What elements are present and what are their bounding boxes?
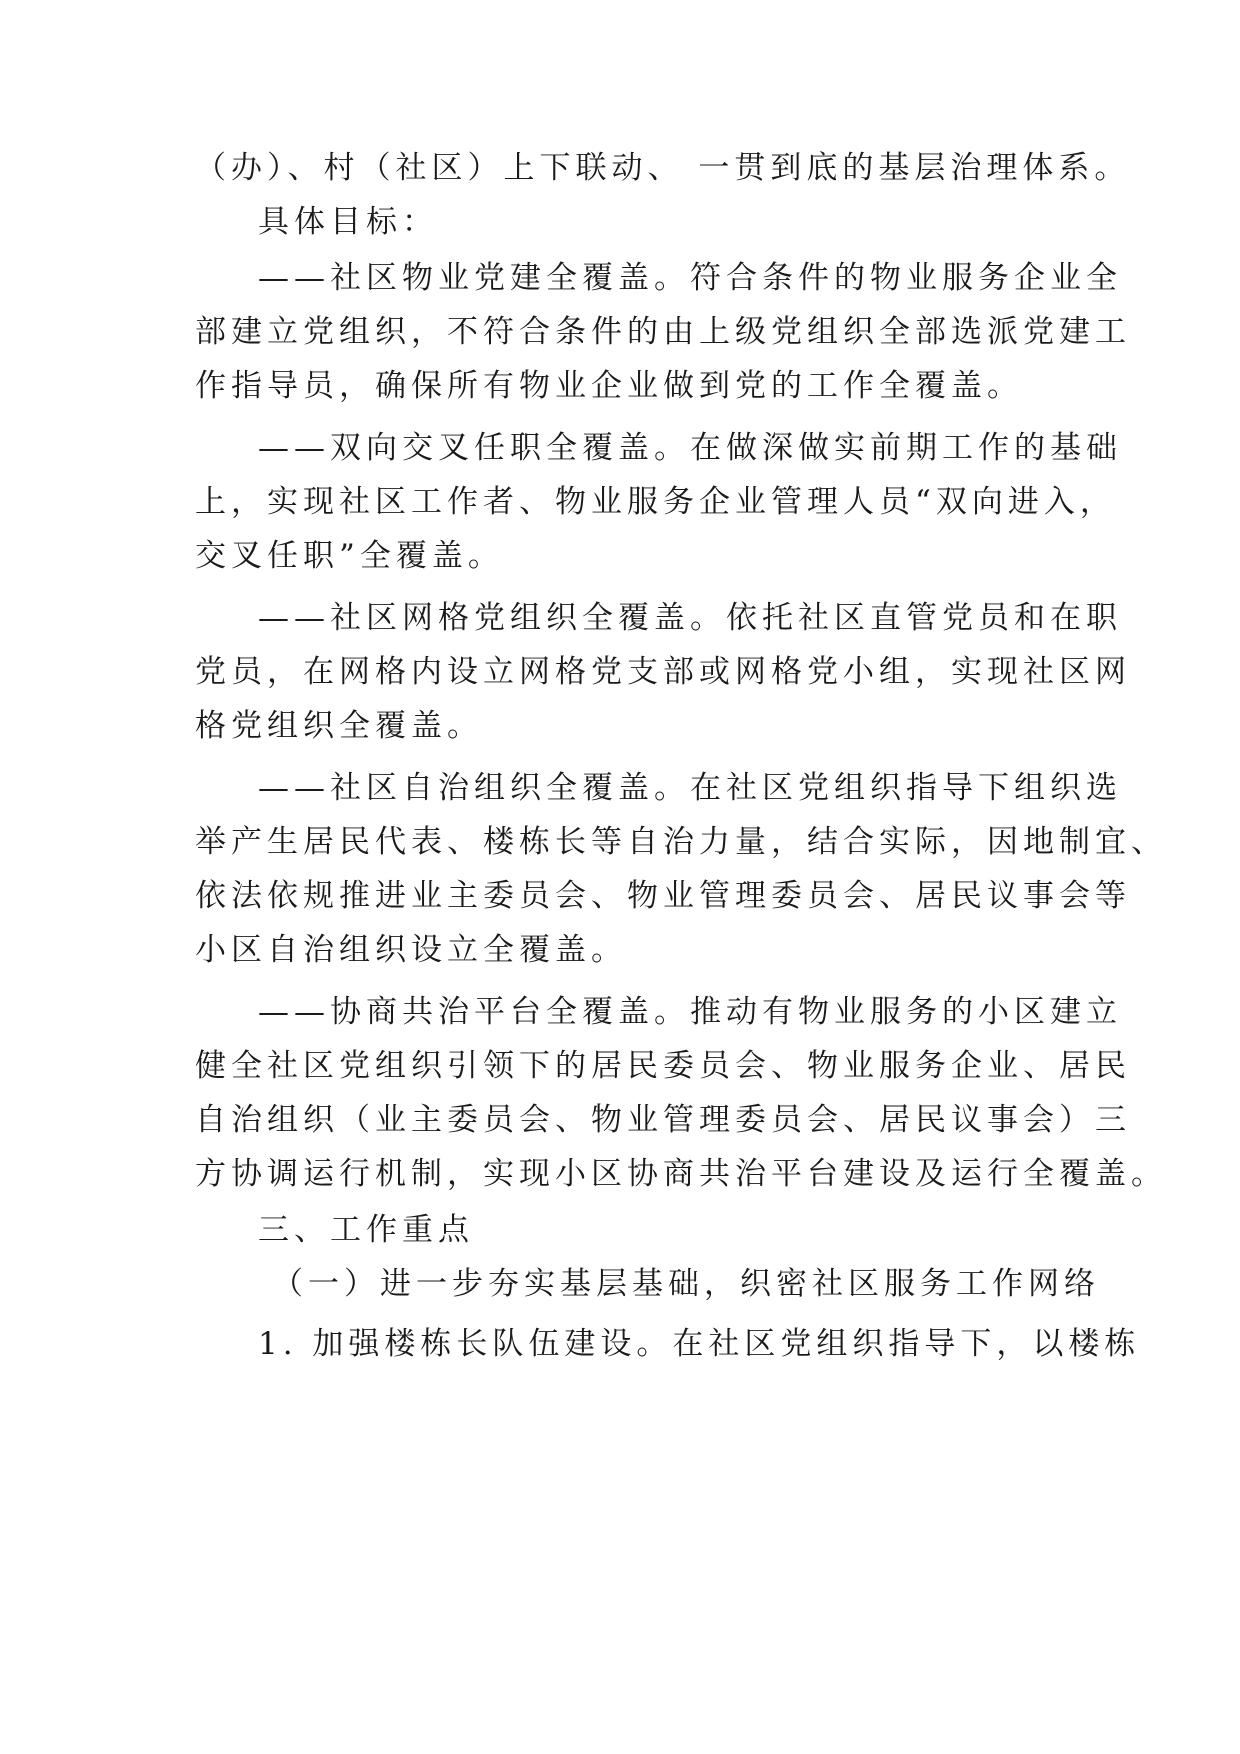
- paragraph-line: 自治组织（业主委员会、物业管理委员会、居民议事会）三: [195, 1102, 1131, 1138]
- paragraph-line: 健全社区党组织引领下的居民委员会、物业服务企业、居民: [195, 1048, 1131, 1084]
- paragraph-line: 具体目标：: [258, 204, 438, 240]
- paragraph-line: 方协调运行机制，实现小区协商共治平台建设及运行全覆盖。: [195, 1156, 1167, 1192]
- paragraph-line: ——社区网格党组织全覆盖。依托社区直管党员和在职: [258, 600, 1122, 636]
- paragraph-line: 格党组织全覆盖。: [195, 708, 483, 744]
- paragraph-line: ——双向交叉任职全覆盖。在做深做实前期工作的基础: [258, 430, 1122, 466]
- paragraph-line: 部建立党组织，不符合条件的由上级党组织全部选派党建工: [195, 314, 1131, 350]
- paragraph-line: 作指导员，确保所有物业企业做到党的工作全覆盖。: [195, 368, 1023, 404]
- paragraph-line: 依法依规推进业主委员会、物业管理委员会、居民议事会等: [195, 878, 1131, 914]
- paragraph-line: 小区自治组织设立全覆盖。: [195, 932, 627, 968]
- paragraph-line: 交叉任职”全覆盖。: [195, 538, 504, 574]
- paragraph-line: ——协商共治平台全覆盖。推动有物业服务的小区建立: [258, 994, 1122, 1030]
- subsection-heading: （一）进一步夯实基层基础，织密社区服务工作网络: [272, 1266, 1100, 1302]
- paragraph-line: 党员，在网格内设立网格党支部或网格党小组，实现社区网: [195, 654, 1131, 690]
- paragraph-line: 举产生居民代表、楼栋长等自治力量，结合实际，因地制宜、: [195, 824, 1167, 860]
- paragraph-line: 上，实现社区工作者、物业服务企业管理人员“双向进入，: [195, 484, 1116, 520]
- section-heading: 三、工作重点: [258, 1212, 474, 1248]
- paragraph-line: ——社区自治组织全覆盖。在社区党组织指导下组织选: [258, 770, 1122, 806]
- paragraph-line: （办）、村（社区）上下联动、 一贯到底的基层治理体系。: [195, 150, 1131, 186]
- paragraph-line: 1. 加强楼栋长队伍建设。在社区党组织指导下，以楼栋: [258, 1326, 1141, 1362]
- paragraph-line: ——社区物业党建全覆盖。符合条件的物业服务企业全: [258, 260, 1122, 296]
